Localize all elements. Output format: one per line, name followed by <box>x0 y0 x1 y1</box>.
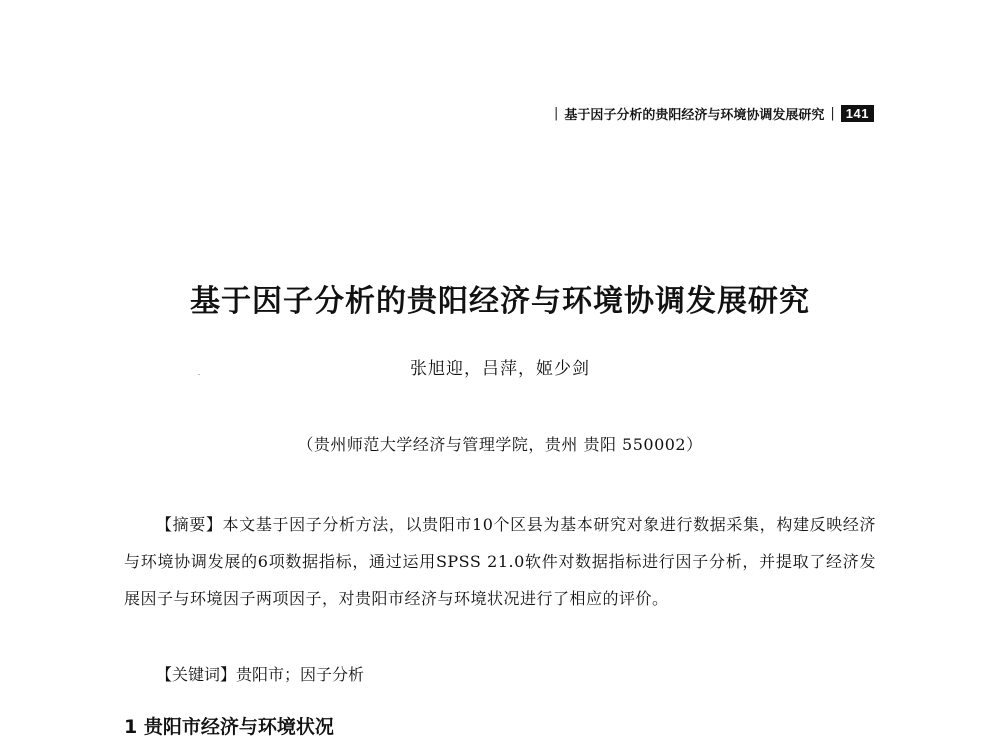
section-heading: 1 贵阳市经济与环境状况 <box>124 716 334 738</box>
keywords-text: 贵阳市；因子分析 <box>236 665 365 684</box>
paper-title: 基于因子分析的贵阳经济与环境协调发展研究 <box>190 284 810 319</box>
paper-affiliation: （贵州师范大学经济与管理学院，贵州 贵阳 550002） <box>297 435 703 454</box>
abstract <box>124 506 876 617</box>
paper-authors: 张旭迎，吕萍，姬少剑 <box>410 359 590 379</box>
header-separator-right: | <box>830 106 835 121</box>
scan-speck <box>198 374 200 375</box>
abstract-text: 本文基于因子分析方法，以贵阳市10个区县为基本研究对象进行数据采集，构建反映经济与环境协调发展的6项数据指标，通过运用SPSS 21.0软件对数据指标进行因子分析，并提取了经济发展因子与环境因子两项因子，对贵阳市经济与环境状况进行了相应的评价。 <box>124 515 876 608</box>
keywords-label: 【关键词】 <box>156 665 237 684</box>
running-title: 基于因子分析的贵阳经济与环境协调发展研究 <box>564 108 825 123</box>
keywords <box>124 660 876 690</box>
abstract-label: 【摘要】 <box>156 515 223 534</box>
header-separator-left: | <box>554 106 559 121</box>
running-header <box>554 104 874 123</box>
page-number: 141 <box>841 105 874 122</box>
